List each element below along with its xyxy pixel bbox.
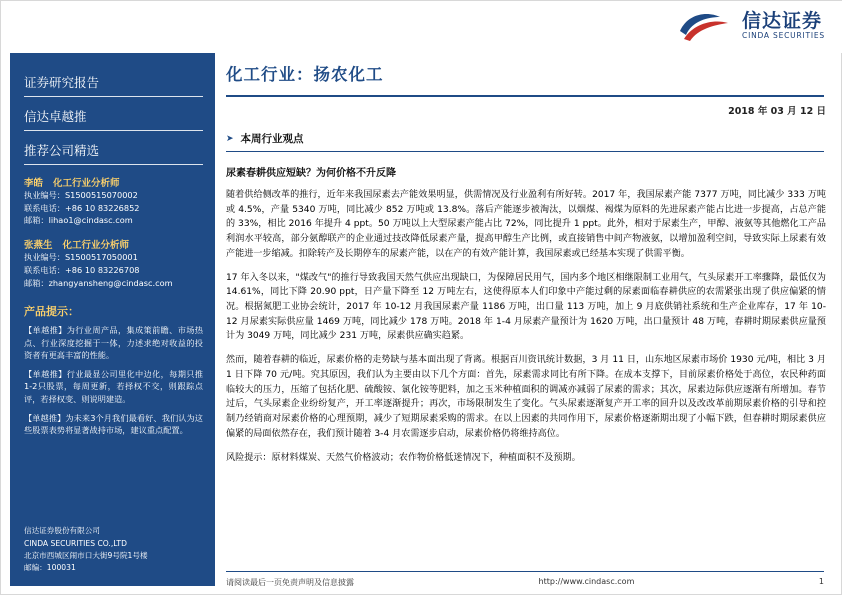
analyst-cert-2: 执业编号：S1500517050001 xyxy=(24,252,138,263)
chevron-right-icon: ➤ xyxy=(226,133,234,144)
sidebar-tip-2: 【单越推】行业最显公司里化中边化，每期只推1-2只股票，每周更新，若择权不交，则跟踪点评，若择权变、则说明建造。 xyxy=(24,369,203,404)
analyst-name-text-1: 李皓 xyxy=(24,178,44,189)
section-title: 本周行业观点 xyxy=(240,133,304,145)
company-address: 北京市西城区闹市口大街9号院1号楼 xyxy=(24,550,148,560)
analyst-phone-1: 联系电话：+86 10 83226852 xyxy=(24,202,140,213)
brand-name-en: CINDA SECURITIES xyxy=(742,31,825,41)
analyst-name-1 xyxy=(24,175,203,189)
footer-page-number: 1 xyxy=(818,577,824,586)
company-name-en: CINDA SECURITIES CO.,LTD xyxy=(24,538,127,548)
sidebar xyxy=(10,53,215,586)
analyst-name-2 xyxy=(24,237,203,251)
analyst-role-2: 化工行业分析师 xyxy=(62,240,129,252)
analyst-role-1: 化工行业分析师 xyxy=(52,178,120,189)
company-postcode: 邮编：100031 xyxy=(24,562,76,572)
sidebar-tips-title: 产品提示： xyxy=(24,305,79,319)
brand-logo xyxy=(678,9,825,43)
section-divider xyxy=(226,151,824,152)
footer-url[interactable]: http://www.cindasc.com xyxy=(538,577,635,586)
sidebar-tip-1: 【单越推】为行业周产品，集成策前瞻、市场热点、行业深度挖掘于一体，力述求绝对收益的投资者有更高丰富的性能。 xyxy=(24,325,203,360)
analyst-name-text-2: 张燕生 xyxy=(24,240,53,252)
footer-divider xyxy=(226,571,824,572)
brand-name-cn: 信达证券 xyxy=(742,10,823,33)
page-header xyxy=(1,1,842,53)
title-divider xyxy=(226,95,824,97)
report-date: 2018 年 03 月 12 日 xyxy=(728,106,826,117)
body-paragraph-1: 随着供给侧改革的推行，近年来我国尿素去产能效果明显，供需情况及行业盈利有所好转。2017 年，我国尿素产能 7377 万吨，同比减少 333 万吨或 4.5%，产量 5340 万吨，同比减少 852 万吨或 13.8%。落后产能逐步被淘汰，以烟煤、褐煤为原料的先进尿素产能占比进一步提高，占总产能的 33%，相比 2016 年提升 4 ppt。50 万吨以上大型尿素产能占比 72%，同比提升 1 ppt。此外，相对于尿素生产，甲醇、液氨等其他燃化工产品利润水平较高，部分氨醇联产的企业通过技改降低尿素产量，提高甲醇生产比例，或直接销售中间产物液氨，以增加盈利空间，导致实际上尿素有效产能进一步缩减。扣除转产及长期停车的尿素产能，以在产的有效产能计算，我国尿素或已经基本实现了供需平衡。 xyxy=(226,190,826,259)
body-paragraph-2: 17 年入冬以来，"煤改气"的推行导致我国天然气供应出现缺口，为保障居民用气，国内多个地区相继限制工业用气，气头尿素开工率骤降，最低仅为 14.61%，同比下降 20.90 ppt，日产量下降至 12 万吨左右，这使得原本人们印象中产能过剩的尿素面临春耕供应的农需紧张出现了供应偏紧的情况。根据氮肥工业协会统计，2017 年 10-12 月我国尿素产量 1186 万吨，出口量 113 万吨，加上 9 月底供销社系统和生产企业库存，17 年 10-12 月尿素实际供应量 1469 万吨，同比减少 178 万吨。2018 年 1-4 月尿素产量预计为 1620 万吨，出口量预计 48 万吨，春耕时期尿素供应量预计为 3049 万吨，同比减少 231 万吨，尿素供应确实趋紧。 xyxy=(226,272,826,342)
body-paragraph-3: 然而，随着春耕的临近，尿素价格的走势缺与基本面出现了背离。根据百川资讯统计数据，3 月 11 日，山东地区尿素市场价 1930 元/吨，相比 3 月 1 日下降 70 元/吨。究其原因，我们认为主要由以下几个方面：首先，尿素需求同比有所下降。在成本支撑下，目前尿素价格处于高位，农民种药面临较大的压力，压缩了包括化肥、硫酸铵、氯化铵等肥料，加之玉米种植面积的调减亦减弱了尿素的需求；其次，尿素边际供应逐渐有所增加。春节过后，气头尿素企业纷纷复产，开工率逐渐提升；再次，市场限制发生了变化。气头尿素逐渐复产开工率的回升以及改改革前期尿素价格的引导和控制乃经销商对尿素价格的心理预期，减少了短期尿素采购的需求。在以上因素的共同作用下，尿素价格逐渐期出现了小幅下跌，但春耕时期尿素供应偏紧的局面依然存在，我们预计随着 3-4 月农需逐步启动，尿素价格仍将维持高位。 xyxy=(226,355,826,439)
main-content xyxy=(226,53,826,586)
sidebar-slogan: 信达卓越推 xyxy=(24,109,87,124)
sidebar-report-type: 证券研究报告 xyxy=(24,75,100,90)
sidebar-divider-3 xyxy=(24,164,203,165)
cinda-logo-icon xyxy=(678,9,734,43)
analyst-cert-1: 执业编号：S1500515070002 xyxy=(24,190,138,200)
page-footer xyxy=(226,577,824,588)
analyst-block-2 xyxy=(24,237,203,289)
analyst-phone-2: 联系电话：+86 10 83226708 xyxy=(24,264,140,275)
sidebar-company-info xyxy=(24,525,148,574)
sidebar-recommend: 推荐公司精选 xyxy=(24,143,100,158)
sidebar-divider-1 xyxy=(24,96,203,97)
analyst-email-2: 邮箱：zhangyansheng@cindasc.com xyxy=(24,277,173,288)
analyst-block-1 xyxy=(24,175,203,227)
sidebar-tip-3: 【单越推】为未来3个月我们最看好、我们认为这些股票表势将显著战持市场，建议重点配置。 xyxy=(24,413,203,436)
section-header xyxy=(226,131,826,146)
sidebar-divider-2 xyxy=(24,130,203,131)
article-subtitle: 尿素春耕供应短缺？为何价格不升反降 xyxy=(226,168,396,179)
footer-disclaimer: 请阅读最后一页免责声明及信息披露 xyxy=(226,578,354,587)
page-title: 化工行业：扬农化工 xyxy=(226,65,384,84)
risk-note: 风险提示：原材料煤炭、天然气价格波动；农作物价格低迷情况下，种植面积不及预期。 xyxy=(226,452,581,463)
company-name-cn: 信达证券股份有限公司 xyxy=(24,526,100,536)
analyst-email-1: 邮箱：lihao1@cindasc.com xyxy=(24,215,133,226)
